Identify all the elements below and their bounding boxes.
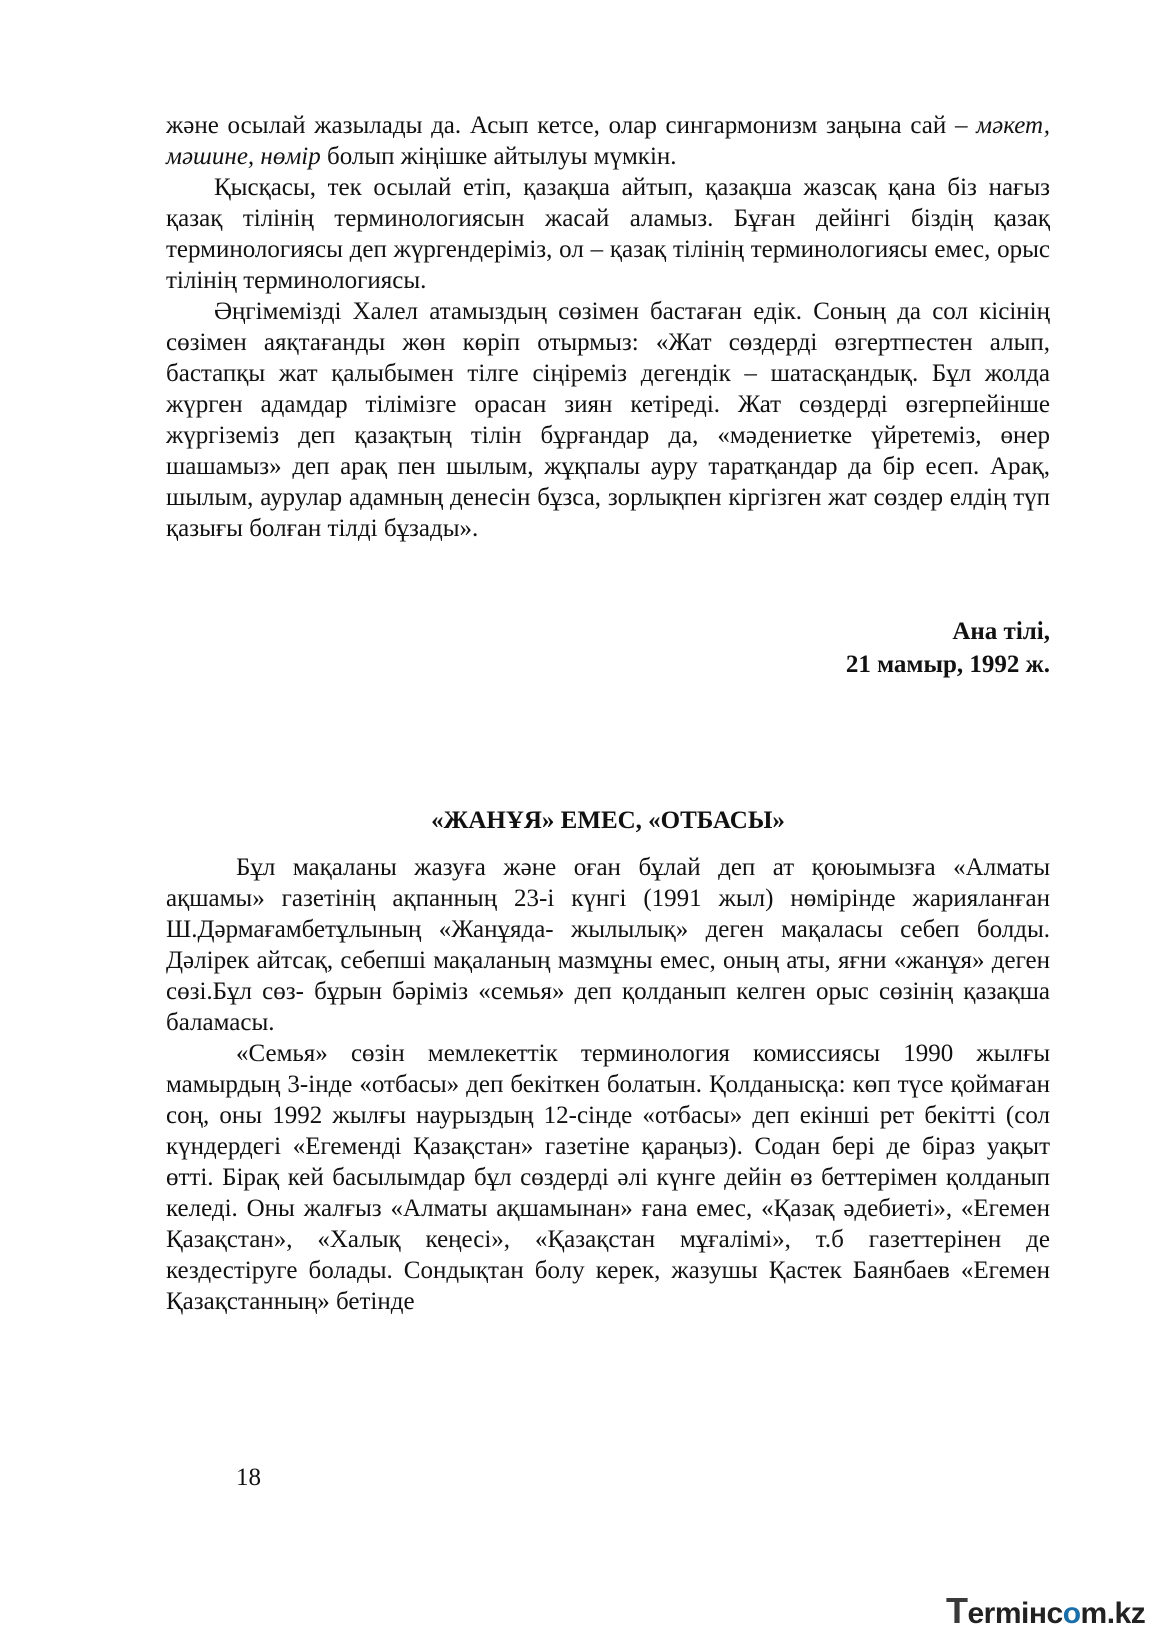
article1-paragraph-2: Қысқасы, тек осылай етіп, қазақша айтып, қазақша жазсақ қана біз нағыз қазақ тілінің терминологиясын жасай аламыз. Бұған дейінгі біздің қазақ терминологиясы деп жүргендеріміз, ол – қазақ тілінің терминологиясы емес, орыс тілінің терминологиясы. (166, 174, 1050, 294)
article1-body (166, 110, 1050, 544)
paragraph-text: және осылай жазылады да. Асып кетсе, олар сингармонизм заңына сай – (166, 112, 977, 139)
article1-paragraph-3: Әңгімемізді Халел атамыздың сөзімен бастаған едік. Соның да сол кісінің сөзімен аяқтағанды жөн көріп отырмыз: «Жат сөздерді өзгертпестен алып, бастапқы жат қалыбымен тілге сіңіреміз дегендік – шатасқандық. Бұл жолда жүрген адамдар тілімізге орасан зиян кетіреді. Жат сөздерді өзгерпейінше жүргіземіз деп қазақтың тілін бұрғандар да, «мәдениетке үйретеміз, өнер шашамыз» деп арақ пен шылым, жұқпалы ауру таратқандар да бір есеп. Арақ, шылым, аурулар адамның денесін бұзса, зорлықпен кіргізген жат сөздер елдің түп қазығы болған тілді бұзады». (166, 298, 1050, 542)
page-number: 18 (236, 1464, 261, 1491)
source-publication: Ана тілі, (952, 618, 1050, 645)
source-date: 21 мамыр, 1992 ж. (845, 651, 1050, 678)
article1-source (700, 615, 1050, 681)
article2-paragraph-1: Бұл мақаланы жазуға және оған бұлай деп ат қоюымызға «Алматы ақшамы» газетінің ақпанның 23-і күнгі (1991 жыл) нөмірінде жарияланған Ш.Дәрмағамбетұлының «Жанұяда- жылылық» деген мақаласы себеп болды. Дәлірек айтсақ, себепші мақаланың мазмұны емес, оның аты, яғни «жанұя» деген сөзі.Бұл сөз- бұрын бәріміз «семья» деп қолданып келген орыс сөзінің қазақша баламасы. (166, 854, 1050, 1036)
watermark-text: m.kz (1080, 1597, 1146, 1630)
italic-example-words: мәкет, мәшине, нөмір (166, 112, 1050, 170)
article2-paragraph-2: «Семья» сөзін мемлекеттік терминология комиссиясы 1990 жылғы мамырдың 3-інде «отбасы» деп бекіткен болатын. Қолданысқа: көп түсе қоймаған соң, оны 1992 жылғы наурыздың 12-сінде «отбасы» деп екінші рет бекітті (сол күндердегі «Егеменді Қазақстан» газетіне қараңыз). Содан бері де біраз уақыт өтті. Бірақ кей басылымдар бұл сөздерді әлі күнге дейін өз беттерімен қолданып келеді. Оны жалғыз «Алматы ақшамынан» ғана емес, «Қазақ әдебиеті», «Егемен Қазақстан», «Халық кеңесі», «Қазақстан мұғалімі», т.б газеттерінен де кездестіруге болады. Сондықтан болу керек, жазушы Қастек Баянбаев «Егемен Қазақстанның» бетінде (166, 1040, 1050, 1315)
watermark-magnifier-icon: о (1062, 1597, 1081, 1630)
watermark-letter: T (946, 1590, 968, 1631)
watermark-text: ermінс (967, 1597, 1063, 1630)
article2-heading: «ЖАНҰЯ» ЕМЕС, «ОТБАСЫ» (431, 807, 785, 834)
article2-body (166, 852, 1050, 1317)
site-watermark-logo (946, 1590, 1146, 1630)
paragraph-text: болып жіңішке айтылуы мүмкін. (320, 143, 677, 170)
article1-paragraph-1 (166, 110, 1050, 172)
